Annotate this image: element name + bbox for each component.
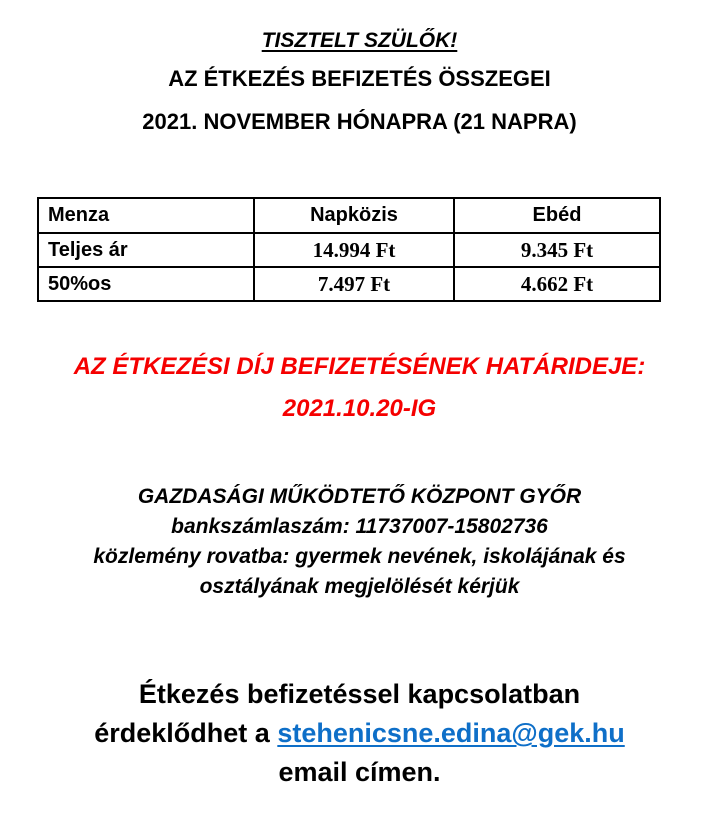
price-table — [37, 197, 661, 302]
contact-line-2-prefix: érdeklődhet a — [94, 718, 278, 748]
bank-account-line: bankszámlaszám: 11737007-15802736 — [171, 515, 548, 538]
contact-line-1: Étkezés befizetéssel kapcsolatban — [138, 679, 581, 709]
contact-line-3: email címen. — [278, 757, 441, 787]
memo-line-2: osztályának megjelölését kérjük — [199, 575, 520, 598]
org-name: GAZDASÁGI MŰKÖDTETŐ KÖZPONT GYŐR — [137, 485, 582, 508]
subtitle-month: 2021. NOVEMBER HÓNAPRA (21 NAPRA) — [142, 109, 577, 134]
price-cell: 4.662 Ft — [454, 267, 660, 301]
deadline-heading — [0, 346, 719, 430]
row-label: 50%os — [38, 267, 254, 301]
notice-document — [0, 28, 719, 825]
page-title-text: TISZTELT SZÜLŐK! — [261, 29, 458, 52]
column-header-menza: Menza — [38, 198, 254, 233]
column-header-ebed: Ebéd — [454, 198, 660, 233]
page-title — [0, 28, 719, 54]
deadline-date: 2021.10.20-IG — [282, 395, 437, 422]
row-label: Teljes ár — [38, 233, 254, 267]
email-link[interactable]: stehenicsne.edina@gek.hu — [277, 718, 625, 748]
price-cell: 7.497 Ft — [254, 267, 454, 301]
table-header-row — [38, 198, 660, 233]
price-cell: 9.345 Ft — [454, 233, 660, 267]
subtitle-payment-amounts: AZ ÉTKEZÉS BEFIZETÉS ÖSSZEGEI — [168, 66, 551, 91]
contact-line-2 — [0, 714, 719, 753]
contact-block — [0, 675, 719, 792]
table-row — [38, 233, 660, 267]
table-row — [38, 267, 660, 301]
deadline-line1: AZ ÉTKEZÉSI DÍJ BEFIZETÉSÉNEK HATÁRIDEJE: — [73, 353, 646, 380]
bank-info-block — [0, 482, 719, 602]
memo-line-1: közlemény rovatba: gyermek nevének, iskolájának és — [93, 545, 626, 568]
price-cell: 14.994 Ft — [254, 233, 454, 267]
column-header-napkozis: Napközis — [254, 198, 454, 233]
